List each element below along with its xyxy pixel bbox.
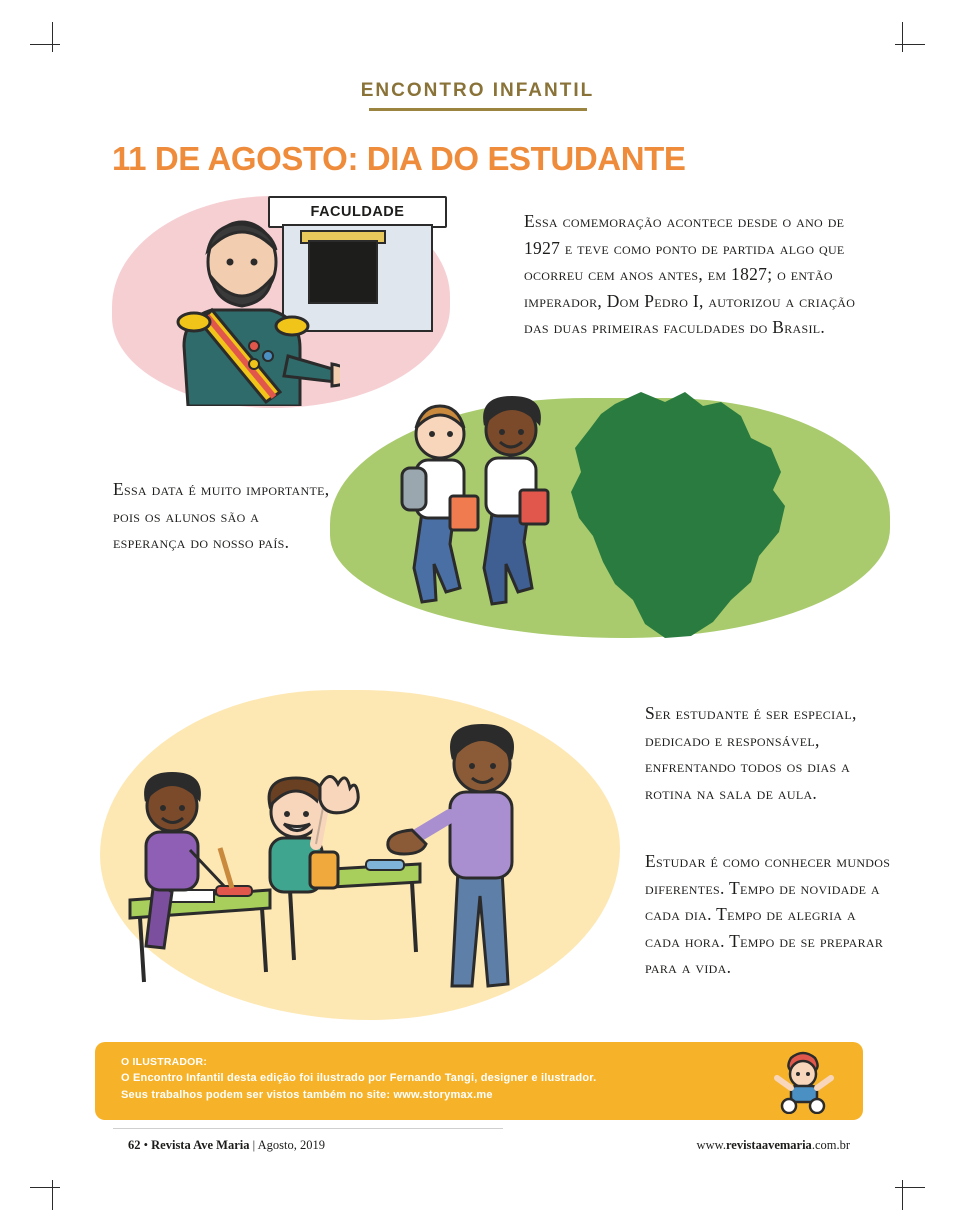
paragraph-importance: Essa data é muito importante, pois os alunos são a esperança do nosso país.	[113, 479, 330, 553]
footer-bar: |	[252, 1138, 256, 1152]
footer-site-prefix: www.	[696, 1138, 726, 1152]
footer-website[interactable]	[697, 1138, 850, 1153]
walking-students-illustration	[388, 392, 568, 617]
crop-mark-icon	[895, 1180, 925, 1210]
footer-site-brand: revistaavemaria	[725, 1138, 812, 1152]
crop-mark-icon	[895, 22, 925, 52]
section-header	[0, 80, 955, 111]
paragraph-student-qualities: Ser estudante é ser especial, dedicado e responsável, enfrentando todos os dias a rotina na sala de aula.	[645, 703, 857, 803]
footer-separator: •	[143, 1138, 149, 1152]
page-title: 11 DE AGOSTO: DIA DO ESTUDANTE	[112, 140, 686, 177]
footer-divider	[113, 1128, 503, 1129]
brazil-map-icon	[545, 386, 810, 648]
credit-line-3: Seus trabalhos podem ser vistos também no site: www.storymax.me	[121, 1089, 493, 1102]
section-rule	[369, 108, 587, 111]
crop-mark-icon	[30, 1180, 60, 1210]
footer-page-number: 62	[128, 1138, 141, 1152]
credit-line-2: O Encontro Infantil desta edição foi ilustrado por Fernando Tangi, designer e ilustrador.	[121, 1072, 597, 1085]
illustrator-credit-text	[121, 1054, 761, 1104]
footer-left	[128, 1138, 325, 1153]
footer-site-suffix: .com.br	[811, 1138, 850, 1152]
dom-pedro-illustration	[150, 206, 340, 406]
paragraph-study-worlds: Estudar é como conhecer mundos diferentes. Tempo de novidade a cada dia. Tempo de alegria a cada hora. Tempo de se preparar para a vida.	[645, 851, 891, 978]
crop-mark-icon	[30, 22, 60, 52]
illustrator-mascot-icon	[761, 1048, 841, 1114]
classroom-illustration	[120, 720, 590, 1010]
credit-line-1: O ILUSTRADOR:	[121, 1056, 208, 1068]
building-sign-label: FACULDADE	[310, 204, 405, 220]
footer-magazine-name: Revista Ave Maria	[151, 1138, 250, 1152]
paragraph-history: Essa comemoração acontece desde o ano de 1927 e teve como ponto de partida algo que ocorreu cem anos antes, em 1827; o então imperador, Dom Pedro I, autorizou a criação das duas primeiras faculdades do Brasil.	[524, 211, 856, 338]
illustrator-credit-bar	[95, 1042, 863, 1120]
footer-issue: Agosto, 2019	[257, 1138, 325, 1152]
section-label: ENCONTRO INFANTIL	[360, 80, 595, 101]
